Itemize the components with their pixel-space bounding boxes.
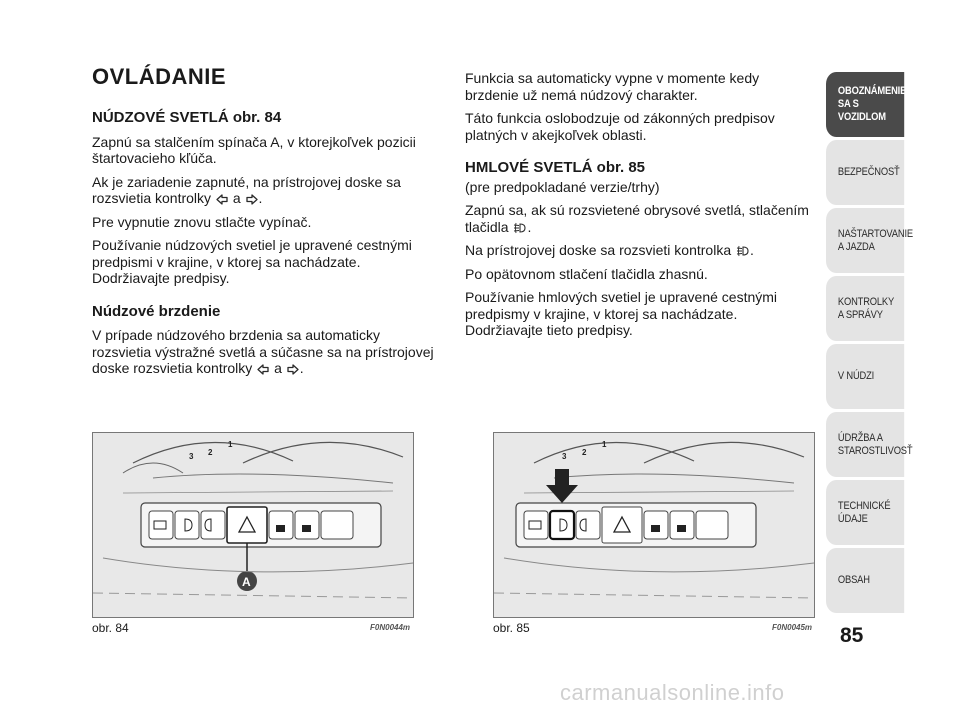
gauge-number: 2 (582, 448, 587, 457)
gauge-number: 3 (189, 452, 194, 461)
tab-kontrolky[interactable]: KONTROLKY A SPRÁVY (826, 276, 904, 341)
chapter-tabs (826, 72, 918, 616)
turn-signal-left-icon (216, 194, 228, 205)
gauge-number: 1 (228, 440, 233, 449)
gauge-number: 3 (562, 452, 567, 461)
fog-lights-subheading: (pre predpokladané verzie/trhy) (465, 178, 660, 195)
tab-technicke-udaje[interactable]: TECHNICKÉ ÚDAJE (826, 480, 904, 545)
tab-bezpecnost[interactable]: BEZPEČNOSŤ (826, 140, 904, 205)
emergency-braking-heading: Núdzové brzdenie (92, 302, 221, 320)
left-column (92, 64, 442, 384)
emergency-auto-off-paragraph: Funkcia sa automaticky vypne v momente kedy brzdenie už nemá núdzový charakter. (465, 70, 760, 103)
front-fog-light-icon (513, 222, 526, 234)
dashboard-switch-panel-illustration (494, 433, 815, 618)
fog-paragraph-1: Zapnú sa, ak sú rozsvietené obrysové svetlá, stlačením tlačidla . (465, 202, 809, 235)
hazard-paragraph-4: Používanie núdzových svetiel je upravené cestnými predpismi v krajine, v ktorej sa nachádzate. Dodržiavajte predpisy. (92, 237, 412, 286)
gauge-number: 1 (602, 440, 607, 449)
tab-obsah[interactable]: OBSAH (826, 548, 904, 613)
figure-85-caption: obr. 85 (493, 621, 530, 635)
page-heading: OVLÁDANIE (92, 64, 227, 89)
fog-paragraph-3: Po opätovnom stlačení tlačidla zhasnú. (465, 265, 708, 282)
fog-lights-heading: HMLOVÉ SVETLÁ obr. 85 (465, 159, 646, 176)
figure-85-code: F0N0045m (772, 623, 813, 632)
right-column (465, 70, 810, 346)
hazard-paragraph-1: Zapnú sa stalčením spínača A, v ktorejkoľvek pozicii štartovacieho kľúča. (92, 133, 416, 166)
tab-nastartovanie[interactable]: NAŠTARTOVANIE A JAZDA (826, 208, 904, 273)
figure-84-code: F0N0044m (370, 623, 411, 632)
turn-signal-left-icon (257, 364, 269, 375)
callout-label-a: A (242, 575, 251, 589)
turn-signal-right-icon (287, 364, 299, 375)
hazard-paragraph-2: Ak je zariadenie zapnuté, na prístrojovej doske sa rozsvietia kontrolky a . (92, 173, 401, 206)
tab-udrzba[interactable]: ÚDRŽBA A STAROSTLIVOSŤ (826, 412, 904, 477)
turn-signal-right-icon (246, 194, 258, 205)
tab-v-nudzi[interactable]: V NÚDZI (826, 344, 904, 409)
tab-oboznamenie[interactable]: OBOZNÁMENIE SA S VOZIDLOM (826, 72, 904, 137)
gauge-number: 2 (208, 448, 213, 457)
figure-84-illustration (92, 432, 414, 618)
hazard-paragraph-3: Pre vypnutie znovu stlačte vypínač. (92, 213, 312, 230)
front-fog-light-icon (736, 245, 749, 257)
fog-paragraph-2: Na prístrojovej doske sa rozsvieti kontrolka . (465, 242, 754, 258)
hazard-lights-heading: NÚDZOVÉ SVETLÁ obr. 84 (92, 109, 282, 126)
page-number: 85 (840, 624, 864, 647)
figure-85-illustration (493, 432, 815, 618)
fog-paragraph-4: Používanie hmlových svetiel je upravené cestnými predpismy v krajine, v ktorej sa nachádzate. Dodržiavajte tieto predpisy. (465, 289, 778, 338)
dashboard-switch-panel-illustration (93, 433, 414, 618)
figure-84-caption: obr. 84 (92, 621, 129, 635)
watermark: carmanualsonline.info (560, 680, 785, 705)
legal-note-paragraph: Táto funkcia oslobodzuje od zákonných predpisov platných v akejkoľvek oblasti. (465, 110, 775, 143)
emergency-braking-paragraph: V prípade núdzového brzdenia sa automaticky rozsvietia výstražné svetlá a súčasne sa na prístrojovej doske rozsvietia kontrolky a . (92, 327, 434, 376)
